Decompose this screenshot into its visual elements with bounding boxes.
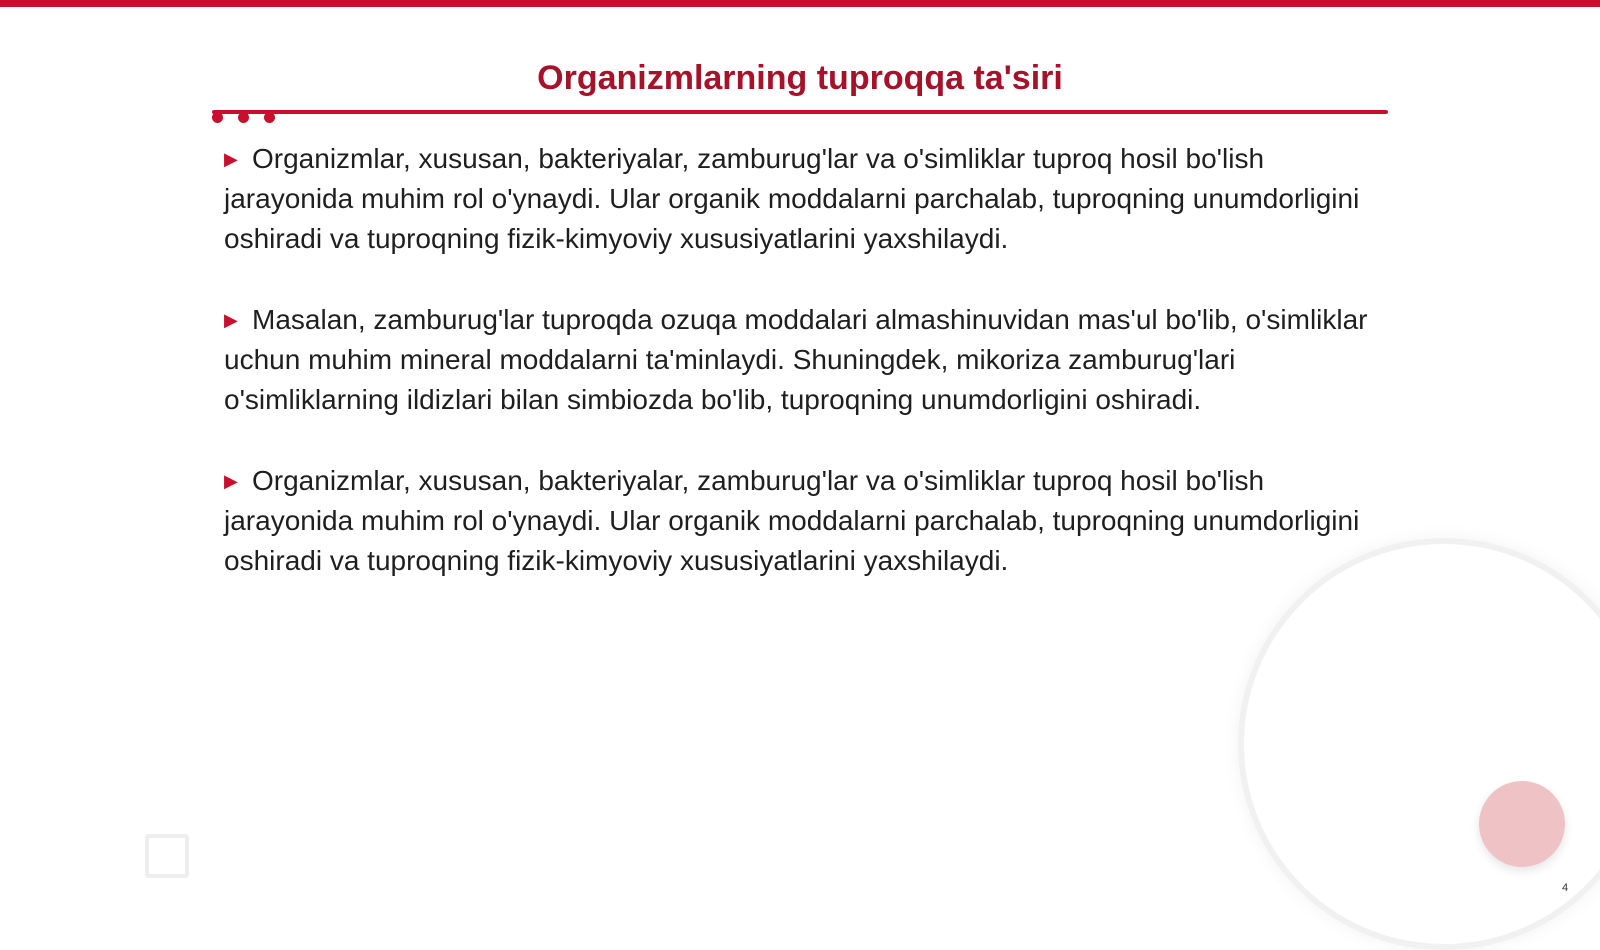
slide-title: Organizmlarning tuproqqa ta'siri	[537, 59, 1063, 97]
triangle-right-icon: ▶	[224, 149, 238, 169]
decorative-square	[145, 834, 189, 878]
decorative-pink-circle	[1479, 781, 1565, 867]
top-accent-bar	[0, 0, 1600, 7]
title-underline	[212, 110, 1388, 114]
bullet-text-3: Organizmlar, xususan, bakteriyalar, zamburug'lar va o'simliklar tuproq hosil bo'lish jarayonida muhim rol o'ynaydi. Ular organik moddalarni parchalab, tuproqning unumdorligini oshiradi va tuproqning fizik-kimyoviy xususiyatlarini yaxshilaydi.	[224, 465, 1360, 576]
title-dot-3	[264, 112, 275, 123]
bullet-list	[224, 139, 1384, 622]
title-dot-2	[238, 112, 249, 123]
bullet-item-3	[224, 461, 1384, 581]
title-dot-1	[212, 112, 223, 123]
triangle-right-icon: ▶	[224, 471, 238, 491]
bullet-item-2	[224, 300, 1384, 420]
bullet-item-1	[224, 139, 1384, 259]
bullet-text-2: Masalan, zamburug'lar tuproqda ozuqa moddalari almashinuvidan mas'ul bo'lib, o'simliklar uchun muhim mineral moddalarni ta'minlaydi. Shuningdek, mikoriza zamburug'lari o'simliklarning ildizlari bilan simbiozda bo'lib, tuproqning unumdorligini oshiradi.	[224, 304, 1368, 415]
bullet-text-1: Organizmlar, xususan, bakteriyalar, zamburug'lar va o'simliklar tuproq hosil bo'lish jarayonida muhim rol o'ynaydi. Ular organik moddalarni parchalab, tuproqning unumdorligini oshiradi va tuproqning fizik-kimyoviy xususiyatlarini yaxshilaydi.	[224, 143, 1360, 254]
page-number: 4	[1562, 882, 1569, 894]
triangle-right-icon: ▶	[224, 310, 238, 330]
